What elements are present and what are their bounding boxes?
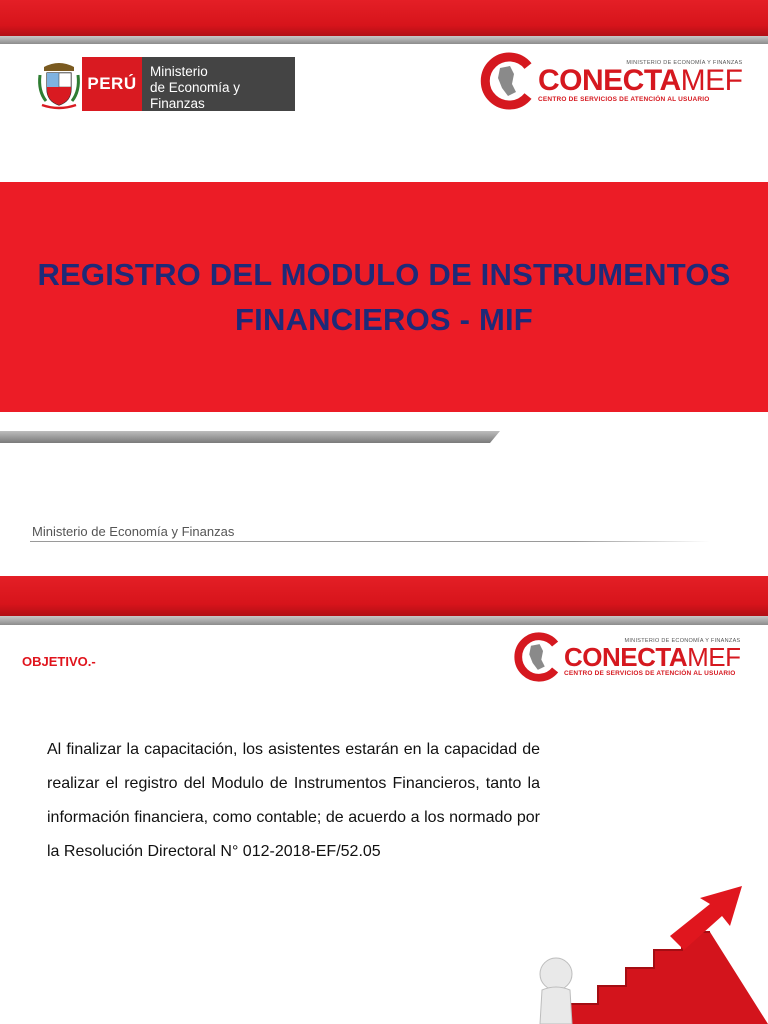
footer-divider <box>30 541 710 542</box>
conecta-brand <box>538 63 743 97</box>
conecta-brand-b: MEF <box>687 641 741 672</box>
conecta-brand-a: CONECTA <box>564 641 688 672</box>
conecta-brand-b: MEF <box>680 63 743 97</box>
ministry-line-2: de Economía y Finanzas <box>150 80 241 111</box>
objective-label: OBJETIVO.- <box>22 654 96 669</box>
top-red-bar <box>0 0 768 36</box>
title-band <box>0 182 768 412</box>
conecta-subtitle: CENTRO DE SERVICIOS DE ATENCIÓN AL USUARIO <box>564 669 736 677</box>
conectamef-logo <box>478 52 742 110</box>
conectamef-logo-icon <box>512 632 562 682</box>
slide-title-line-2: FINANCIEROS - MIF <box>235 302 533 337</box>
slide-title <box>0 252 768 342</box>
stairs-arrow-illustration-icon <box>520 876 768 1024</box>
top-gray-bar <box>0 616 768 625</box>
ministry-name-block <box>142 57 295 111</box>
objective-slide <box>0 576 768 1024</box>
gray-accent-bar <box>0 431 500 443</box>
objective-paragraph: Al finalizar la capacitación, los asistentes estarán en la capacidad de realizar el registro del Modulo de Instrumentos Financieros, tanto la información financiera, como contable; de acuerdo a los normado por la Resolución Directoral N° 012-2018-EF/52.05 <box>47 741 540 860</box>
ministry-line-1: Ministerio <box>150 64 208 79</box>
slide-gap <box>0 560 768 576</box>
footer-ministry-text: Ministerio de Economía y Finanzas <box>32 524 235 539</box>
conecta-ministry-line: MINISTERIO DE ECONOMÍA Y FINANZAS <box>624 637 741 644</box>
conectamef-logo <box>512 632 741 682</box>
top-red-bar <box>0 576 768 616</box>
peru-badge: PERÚ <box>82 57 142 111</box>
conecta-brand-a: CONECTA <box>538 63 681 97</box>
conecta-subtitle: CENTRO DE SERVICIOS DE ATENCIÓN AL USUARIO <box>538 95 710 103</box>
peru-ministry-logo <box>36 57 295 111</box>
conectamef-logo-icon <box>478 52 536 110</box>
conecta-brand <box>564 641 741 672</box>
peru-coat-of-arms-icon <box>36 57 82 111</box>
slide-title-line-1: REGISTRO DEL MODULO DE INSTRUMENTOS <box>37 257 731 292</box>
top-gray-bar <box>0 36 768 44</box>
conecta-ministry-line: MINISTERIO DE ECONOMÍA Y FINANZAS <box>626 59 743 66</box>
